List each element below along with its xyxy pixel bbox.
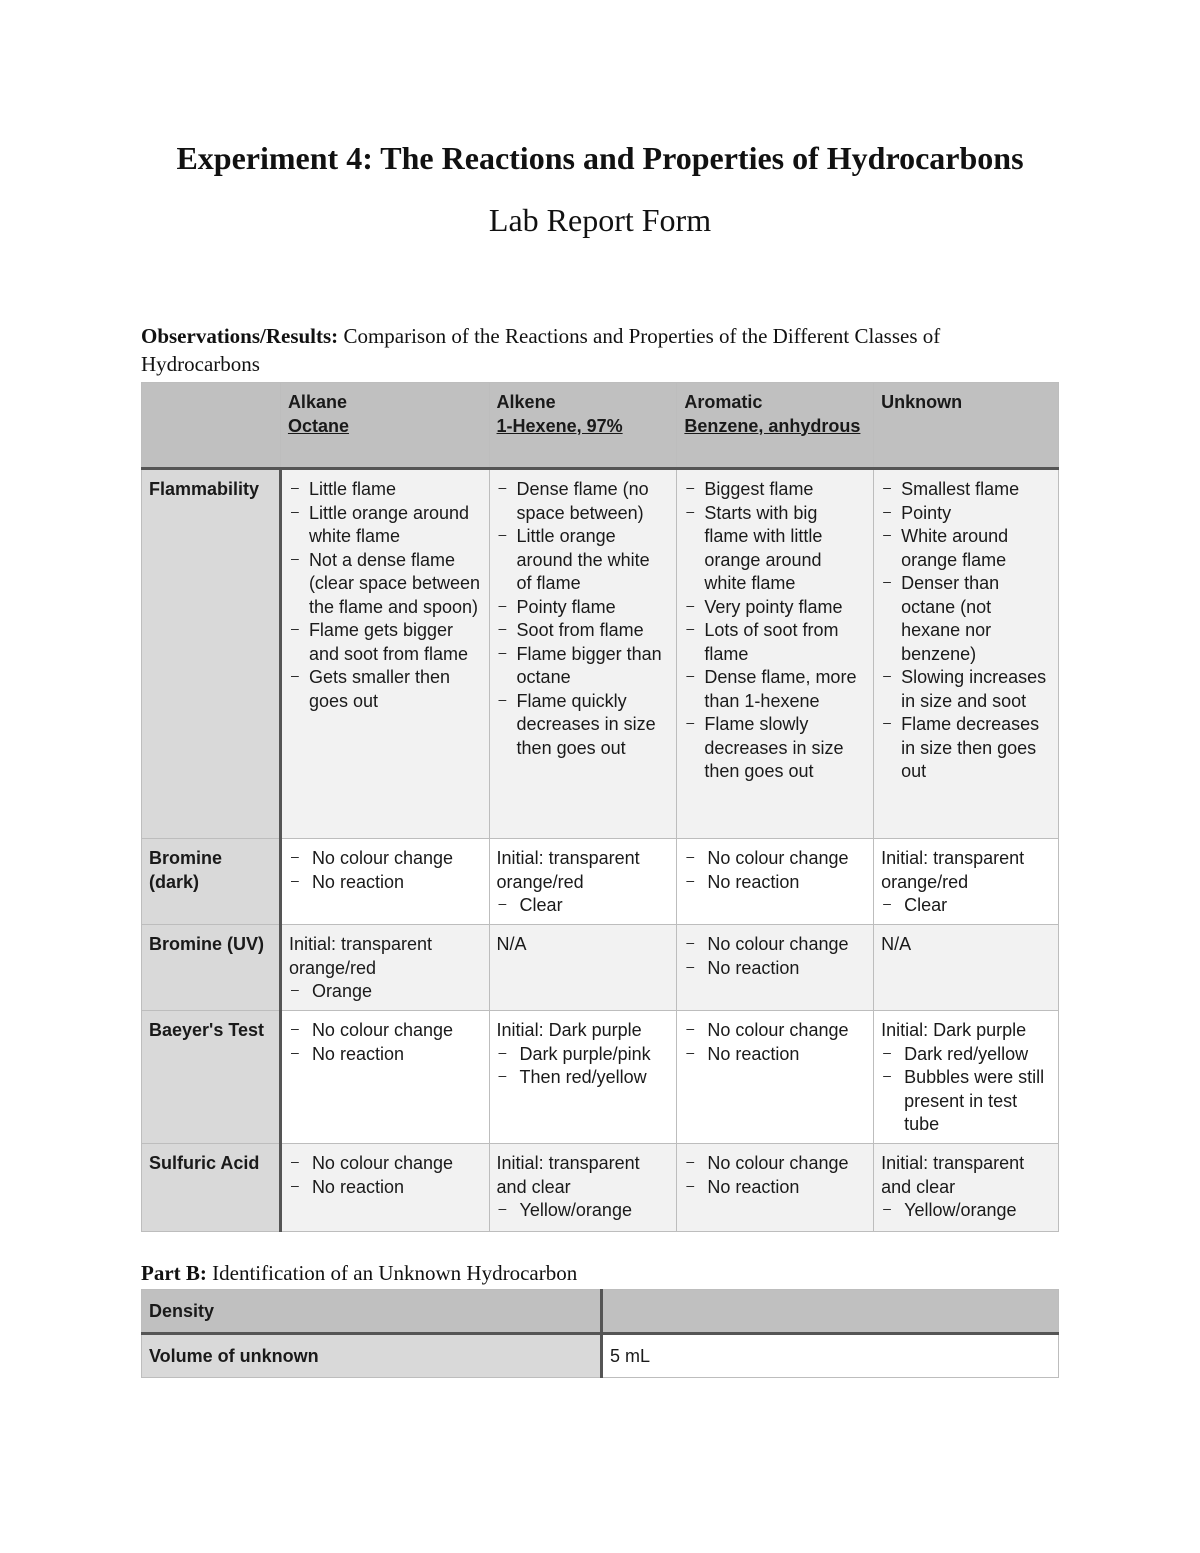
- list-item: – Orange: [289, 980, 482, 1004]
- table-cell: [280, 1011, 489, 1144]
- table-cell: [874, 1011, 1059, 1144]
- row-label: Flammability: [142, 469, 281, 839]
- header-compound: Benzene, anhydrous: [684, 415, 861, 436]
- list-item: – Yellow/orange: [497, 1199, 670, 1223]
- list-item: – Not a dense flame (clear space between the flame and spoon): [289, 549, 482, 620]
- density-header-row: [142, 1290, 1059, 1334]
- list-item: – No reaction: [289, 1043, 482, 1067]
- table-cell: [280, 925, 489, 1011]
- list-item: – Clear: [497, 894, 670, 918]
- table-cell: [677, 469, 874, 839]
- table-row-bromine-uv: [142, 925, 1059, 1011]
- header-cell-alkane: [280, 383, 489, 469]
- observation-list: [684, 933, 866, 980]
- list-item: – No colour change: [289, 847, 482, 871]
- header-class: Alkane: [287, 392, 347, 412]
- observation-list: [684, 478, 866, 784]
- observation-list: [289, 478, 482, 713]
- header-class: Unknown: [881, 392, 963, 412]
- observation-list: [684, 847, 866, 894]
- part-b-text: Identification of an Unknown Hydrocarbon: [206, 1261, 578, 1285]
- table-body: [142, 469, 1059, 1232]
- observation-list: [881, 894, 1051, 918]
- list-item: – No colour change: [684, 1152, 866, 1176]
- table-cell: [677, 839, 874, 925]
- observation-list: [497, 894, 670, 918]
- list-item: – Pointy flame: [497, 596, 670, 620]
- table-cell: [677, 925, 874, 1011]
- density-table: [141, 1289, 1059, 1378]
- observation-list: [497, 1043, 670, 1090]
- list-item: – Little orange around white flame: [289, 502, 482, 549]
- observations-heading: [141, 322, 1056, 378]
- list-item: – Dense flame, more than 1-hexene: [684, 666, 866, 713]
- list-item: – Little flame: [289, 478, 482, 502]
- table-cell: [874, 925, 1059, 1011]
- header-compound: 1-Hexene, 97%: [496, 415, 623, 436]
- page-subtitle: Lab Report Form: [488, 202, 712, 238]
- cell-initial-text: Initial: Dark purple: [881, 1020, 1027, 1040]
- list-item: – Biggest flame: [684, 478, 866, 502]
- observations-text: Comparison of the Reactions and Properties of the Different Classes of Hydrocarbons: [141, 324, 941, 376]
- observation-list: [684, 1019, 866, 1066]
- list-item: – White around orange flame: [881, 525, 1051, 572]
- cell-initial-text: Initial: transparent orange/red: [288, 934, 433, 978]
- table-row-bromine-dark: [142, 839, 1059, 925]
- header-cell-alkene: [489, 383, 677, 469]
- observation-list: [881, 1199, 1051, 1223]
- header-compound: Octane: [287, 415, 349, 436]
- table-cell: [874, 1144, 1059, 1232]
- list-item: – Gets smaller then goes out: [289, 666, 482, 713]
- cell-initial-text: Initial: transparent orange/red: [496, 848, 640, 892]
- table-cell: [874, 469, 1059, 839]
- list-item: – No colour change: [289, 1019, 482, 1043]
- list-item: – Flame gets bigger and soot from flame: [289, 619, 482, 666]
- observation-list: [289, 847, 482, 894]
- list-item: – Yellow/orange: [881, 1199, 1051, 1223]
- cell-initial-text: Initial: Dark purple: [496, 1020, 642, 1040]
- observation-list: [289, 1019, 482, 1066]
- table-cell: [874, 839, 1059, 925]
- list-item: – No reaction: [289, 871, 482, 895]
- volume-label: Volume of unknown: [142, 1334, 602, 1378]
- list-item: – No reaction: [684, 871, 866, 895]
- list-item: – Very pointy flame: [684, 596, 866, 620]
- list-item: – Flame bigger than octane: [497, 643, 670, 690]
- cell-initial-text: N/A: [881, 934, 912, 954]
- row-label: Baeyer's Test: [142, 1011, 281, 1144]
- table-cell: [677, 1011, 874, 1144]
- header-cell-unknown: [874, 383, 1059, 469]
- list-item: – Dense flame (no space between): [497, 478, 670, 525]
- observation-list: [497, 1199, 670, 1223]
- list-item: – No colour change: [684, 1019, 866, 1043]
- part-b-heading: [141, 1261, 577, 1286]
- table-cell: [489, 1144, 677, 1232]
- observation-list: [497, 478, 670, 760]
- table-cell: [280, 1144, 489, 1232]
- list-item: – Clear: [881, 894, 1051, 918]
- row-label: Bromine (UV): [142, 925, 281, 1011]
- table-row-baeyer-s-test: [142, 1011, 1059, 1144]
- list-item: – Flame slowly decreases in size then goes out: [684, 713, 866, 784]
- list-item: – Flame quickly decreases in size then goes out: [497, 690, 670, 761]
- table-header-row: [142, 383, 1059, 469]
- observation-list: [881, 1043, 1051, 1137]
- list-item: – Soot from flame: [497, 619, 670, 643]
- header-class: Alkene: [496, 392, 556, 412]
- list-item: – Dark purple/pink: [497, 1043, 670, 1067]
- header-cell-aromatic: [677, 383, 874, 469]
- header-class: Aromatic: [684, 392, 763, 412]
- cell-initial-text: Initial: transparent orange/red: [881, 848, 1025, 892]
- cell-initial-text: Initial: transparent and clear: [496, 1153, 640, 1197]
- list-item: – No colour change: [684, 847, 866, 871]
- part-b-label: Part B:: [141, 1261, 207, 1285]
- list-item: – Lots of soot from flame: [684, 619, 866, 666]
- list-item: – No colour change: [684, 933, 866, 957]
- list-item: – Dark red/yellow: [881, 1043, 1051, 1067]
- observation-list: [289, 980, 482, 1004]
- observation-list: [684, 1152, 866, 1199]
- row-label: Sulfuric Acid: [142, 1144, 281, 1232]
- table-cell: [489, 469, 677, 839]
- cell-initial-text: Initial: transparent and clear: [881, 1153, 1025, 1197]
- density-header-value: [602, 1290, 1059, 1334]
- table-cell: [489, 1011, 677, 1144]
- page-title: Experiment 4: The Reactions and Properties of Hydrocarbons: [176, 140, 1024, 176]
- density-header: Density: [142, 1290, 602, 1334]
- list-item: – No colour change: [289, 1152, 482, 1176]
- list-item: – No reaction: [684, 1176, 866, 1200]
- volume-row: [142, 1334, 1059, 1378]
- list-item: – Starts with big flame with little orange around white flame: [684, 502, 866, 596]
- list-item: – Pointy: [881, 502, 1051, 526]
- list-item: – Bubbles were still present in test tube: [881, 1066, 1051, 1137]
- observation-list: [881, 478, 1051, 784]
- observations-label: Observations/Results:: [141, 324, 339, 348]
- results-table: [141, 382, 1059, 1232]
- row-label: Bromine (dark): [142, 839, 281, 925]
- list-item: – Slowing increases in size and soot: [881, 666, 1051, 713]
- list-item: – Flame decreases in size then goes out: [881, 713, 1051, 784]
- list-item: – Little orange around the white of flame: [497, 525, 670, 596]
- list-item: – Denser than octane (not hexane nor benzene): [881, 572, 1051, 666]
- list-item: – No reaction: [289, 1176, 482, 1200]
- volume-value: 5 mL: [602, 1334, 1059, 1378]
- list-item: – No reaction: [684, 957, 866, 981]
- list-item: – Smallest flame: [881, 478, 1051, 502]
- list-item: – Then red/yellow: [497, 1066, 670, 1090]
- header-cell-empty: [142, 383, 281, 469]
- table-cell: [280, 469, 489, 839]
- cell-initial-text: N/A: [496, 934, 527, 954]
- table-row-sulfuric-acid: [142, 1144, 1059, 1232]
- table-cell: [677, 1144, 874, 1232]
- list-item: – No reaction: [684, 1043, 866, 1067]
- table-cell: [489, 839, 677, 925]
- table-cell: [489, 925, 677, 1011]
- table-cell: [280, 839, 489, 925]
- observation-list: [289, 1152, 482, 1199]
- table-row-flammability: [142, 469, 1059, 839]
